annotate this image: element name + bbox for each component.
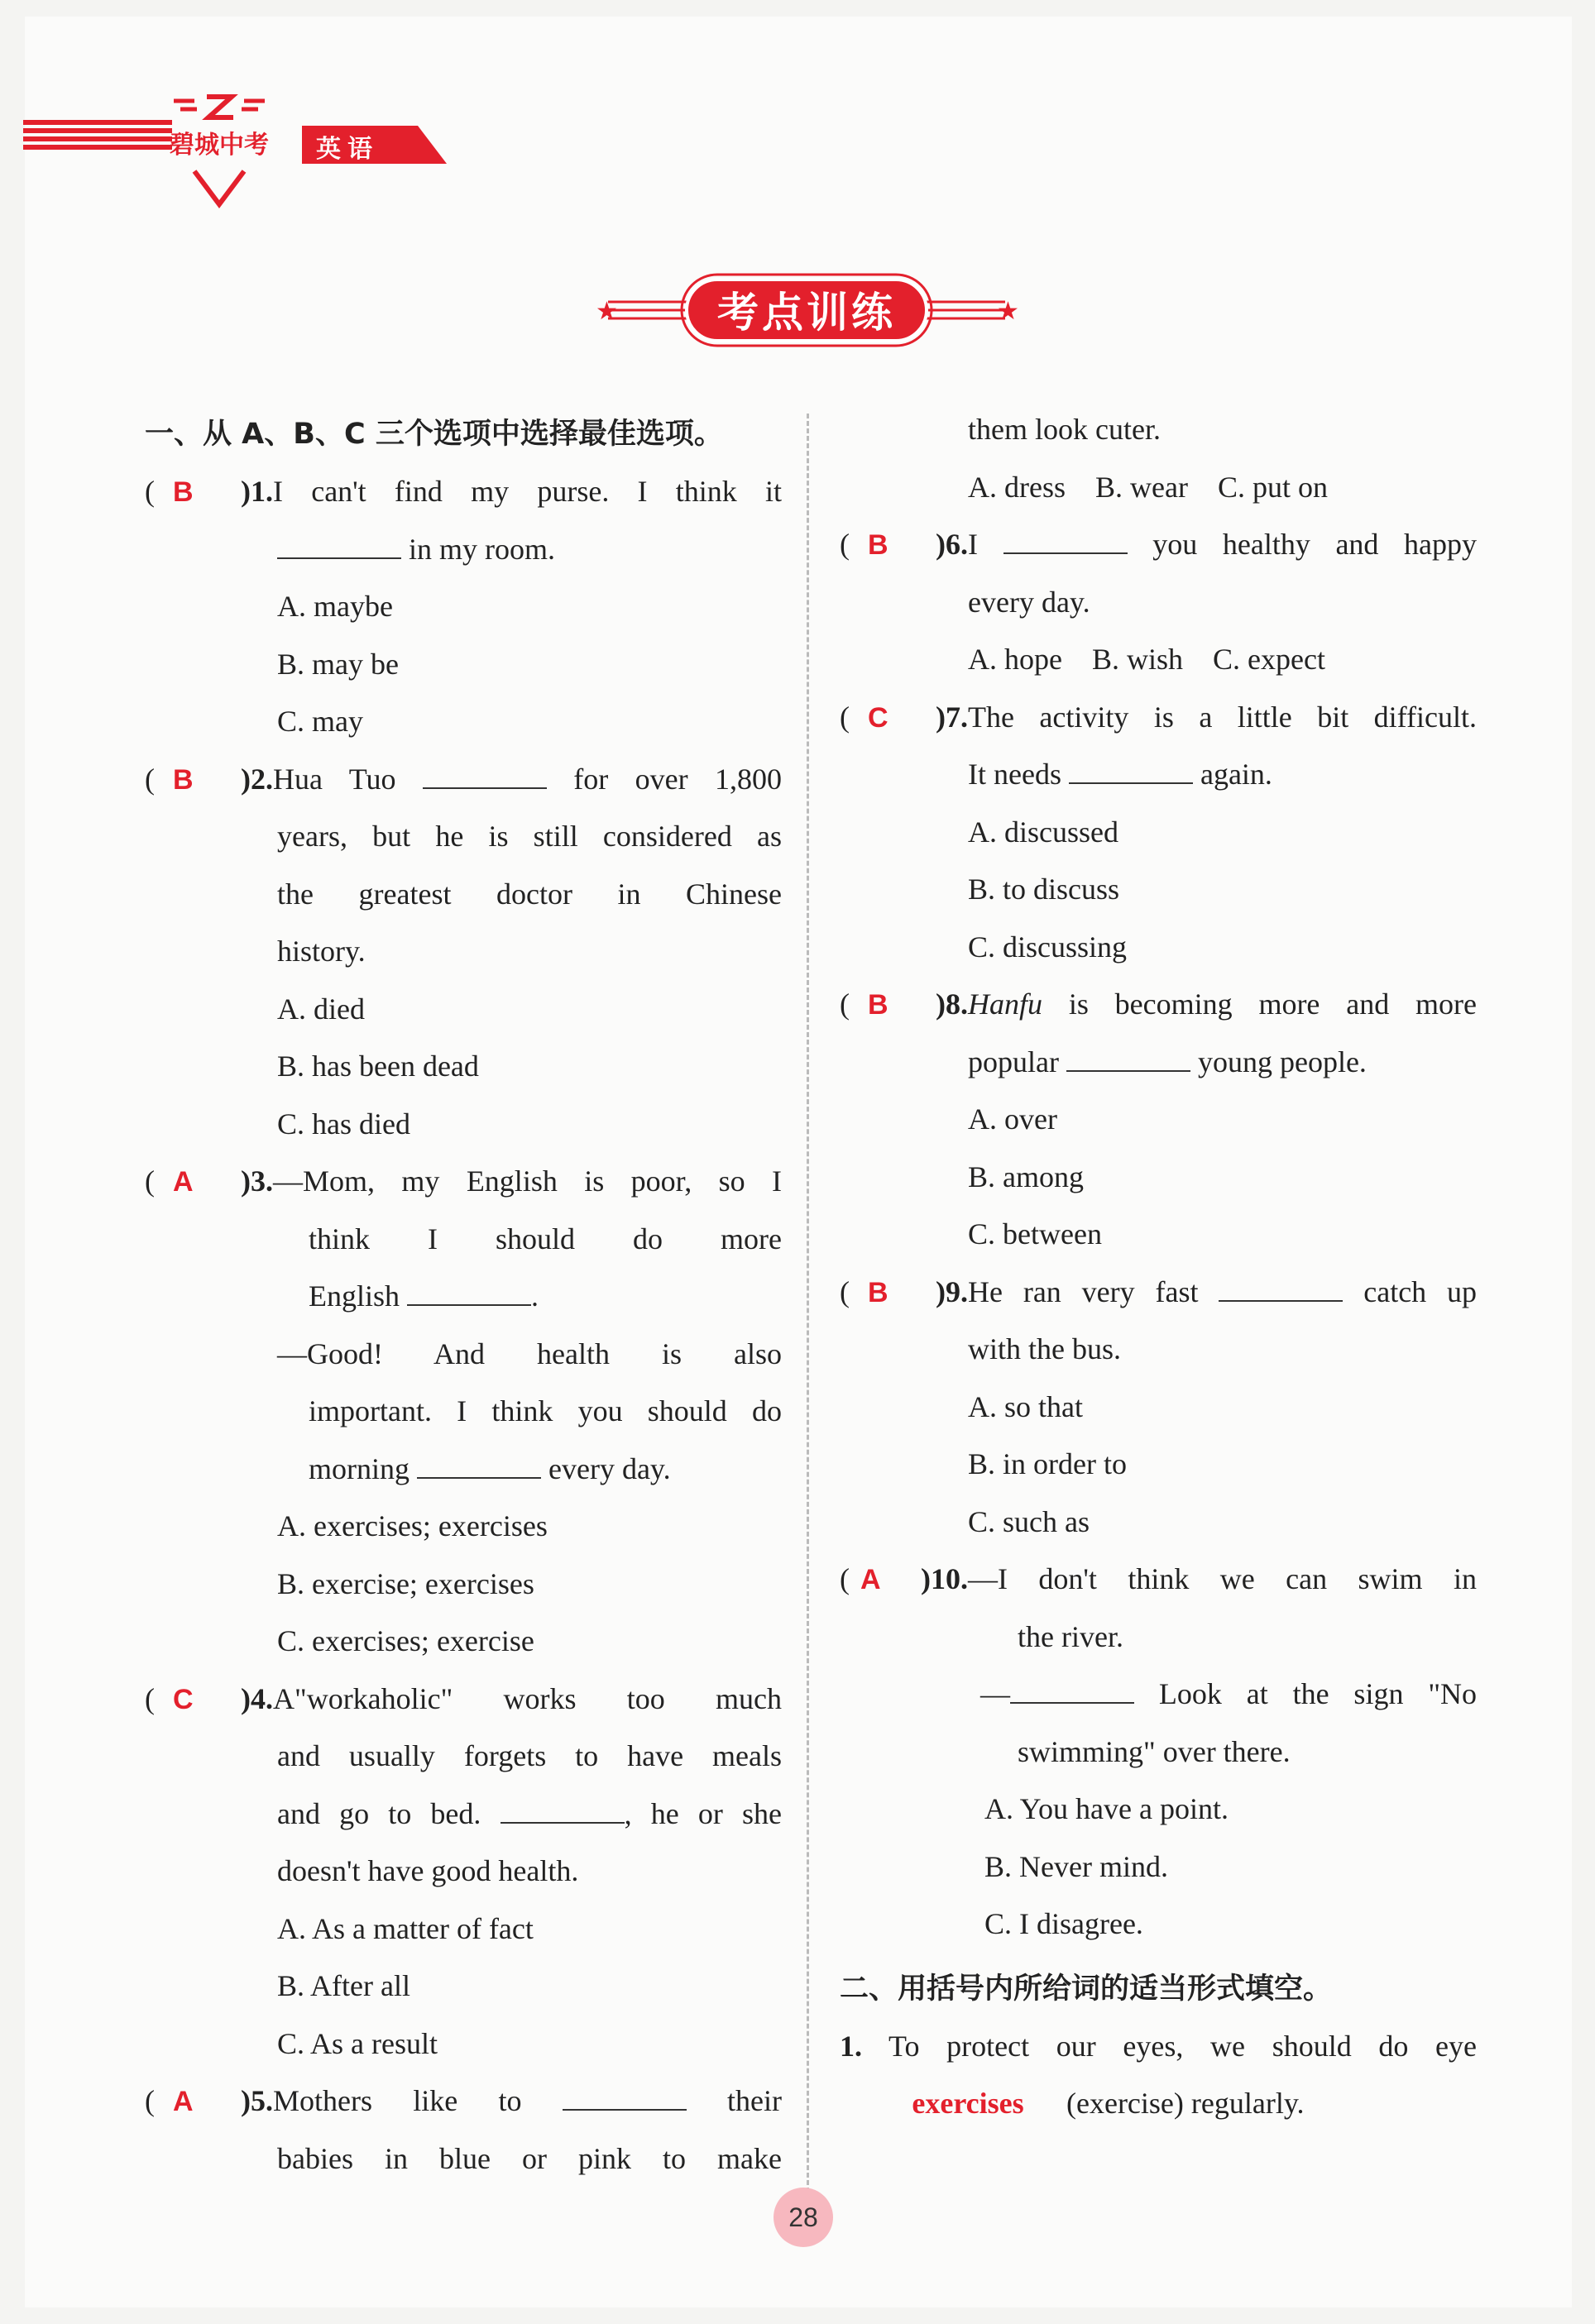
column-divider <box>807 414 809 2200</box>
option-c: C. As a result <box>277 2026 438 2060</box>
option-c: C. may <box>277 705 363 738</box>
section-1-title: 一、从 A、B、C 三个选项中选择最佳选项。 <box>145 418 723 451</box>
option-b: B. among <box>968 1160 1084 1193</box>
option-a: A. over <box>968 1102 1057 1136</box>
question-7: ( C )7.The activity is a little bit difficult. It needs again. A. discussed B. to discuss C. discussing <box>840 689 1477 977</box>
option-c: C. between <box>968 1217 1102 1250</box>
question-6: ( B )6.I you healthy and happy every day. A. hope B. wish C. expect <box>840 516 1477 689</box>
option-b: B. has been dead <box>277 1050 479 1083</box>
option-b: B. may be <box>277 647 399 681</box>
question-2: ( B )2.Hua Tuo for over 1,800 years, but he is still considered as the greatest doctor in Chinese history. A. died B. has been dead C. has died <box>145 751 782 1154</box>
option-c: C. I disagree. <box>984 1907 1143 1940</box>
option-c: C. has died <box>277 1107 410 1140</box>
option-a: A. so that <box>968 1389 1083 1423</box>
option-a: A. discussed <box>968 815 1118 849</box>
question-9: ( B )9.He ran very fast catch up with the bus. A. so that B. in order to C. such as <box>840 1264 1477 1552</box>
option-c: C. discussing <box>968 930 1128 964</box>
option-row: A. dress B. wear C. put on <box>968 470 1328 504</box>
filled-answer: exercises <box>877 2075 1059 2133</box>
answer-1: B <box>173 476 194 508</box>
header-stripes <box>23 120 172 158</box>
question-4: ( C )4.A"workaholic" works too much and usually forgets to have meals and go to bed. , he or she doesn't have good health. A. As a matter of fact B. After all C. As a result <box>145 1671 782 2073</box>
option-a: A. died <box>277 992 365 1026</box>
blank <box>277 534 401 559</box>
question-8: ( B )8.Hanfu is becoming more and more popular young people. A. over B. among C. between <box>840 976 1477 1264</box>
option-c: C. such as <box>968 1504 1090 1538</box>
answer-2: B <box>173 763 194 796</box>
answer-6: B <box>868 529 889 561</box>
question-3: ( A )3.—Mom, my English is poor, so I think I should do more English . —Good! And health is also important. I think you should do morning every day. A. exercises; exercises B. exercise; exercises C. exercises; exercise <box>145 1153 782 1671</box>
answer-10: A <box>860 1564 881 1595</box>
option-b: B. to discuss <box>968 873 1120 906</box>
option-b: B. Never mind. <box>984 1849 1168 1883</box>
option-a: A. maybe <box>277 590 393 623</box>
section-2-title: 二、用括号内所给词的适当形式填空。 <box>840 1972 1333 2006</box>
question-10: ( A )10.—I don't think we can swim in the river. — Look at the sign "No swimming" over there. A. You have a point. B. Never mind. C. I disagree. <box>840 1551 1477 1953</box>
option-c: C. exercises; exercise <box>277 1624 534 1657</box>
left-column <box>145 405 782 2188</box>
answer-5: A <box>173 2086 194 2117</box>
svg-text:★: ★ <box>997 298 1019 325</box>
svg-text:★: ★ <box>596 298 618 325</box>
question-5: ( A )5.Mothers like to their babies in blue or pink to make <box>145 2073 782 2188</box>
answer-8: B <box>868 989 889 1021</box>
option-b: B. in order to <box>968 1447 1127 1480</box>
answer-3: A <box>173 1166 194 1198</box>
subject-label: 英语 <box>316 135 379 164</box>
answer-9: B <box>868 1276 889 1308</box>
option-b: B. exercise; exercises <box>277 1566 534 1600</box>
option-a: A. As a matter of fact <box>277 1911 534 1945</box>
option-a: A. You have a point. <box>984 1792 1229 1825</box>
option-row: A. hope B. wish C. expect <box>968 643 1325 676</box>
page-number: 28 <box>774 2188 833 2247</box>
answer-4: C <box>173 1683 194 1715</box>
right-column: them look cuter. A. dress B. wear C. put on ( B )6.I you healthy and happy every day. A. hope B. wish C. expect ( C )7.The activity is a little bit difficult. It needs again. A. discussed B. to discuss C. discussing ( B )8.Hanfu is becoming more and more popular young people. A. over B. among C. between ( B )9.He ran very fast catch up with the bus. A. so that B. in order to C. such as ( A )10.—I don't think we can swim in the river. — Look at the sign "No swimming" over there. A. You have a point. B. Never mind. C. I disagree. 二、用括号内所给词的适当形式填空。 1. To protect our eyes, we should do eye exercises (exercise) regularly. <box>840 401 1477 2133</box>
question-1: ( B )1.I can't find my purse. I think it in my room. A. maybe B. may be C. may <box>145 463 782 751</box>
option-b: B. After all <box>277 1969 410 2002</box>
banner-title: 考点训练 <box>717 289 896 337</box>
option-a: A. exercises; exercises <box>277 1509 548 1542</box>
fill-question-1: 1. To protect our eyes, we should do eye exercises (exercise) regularly. <box>840 2018 1477 2133</box>
answer-7: C <box>868 701 889 734</box>
brand-logo-text: 碧城中考 <box>170 131 269 160</box>
